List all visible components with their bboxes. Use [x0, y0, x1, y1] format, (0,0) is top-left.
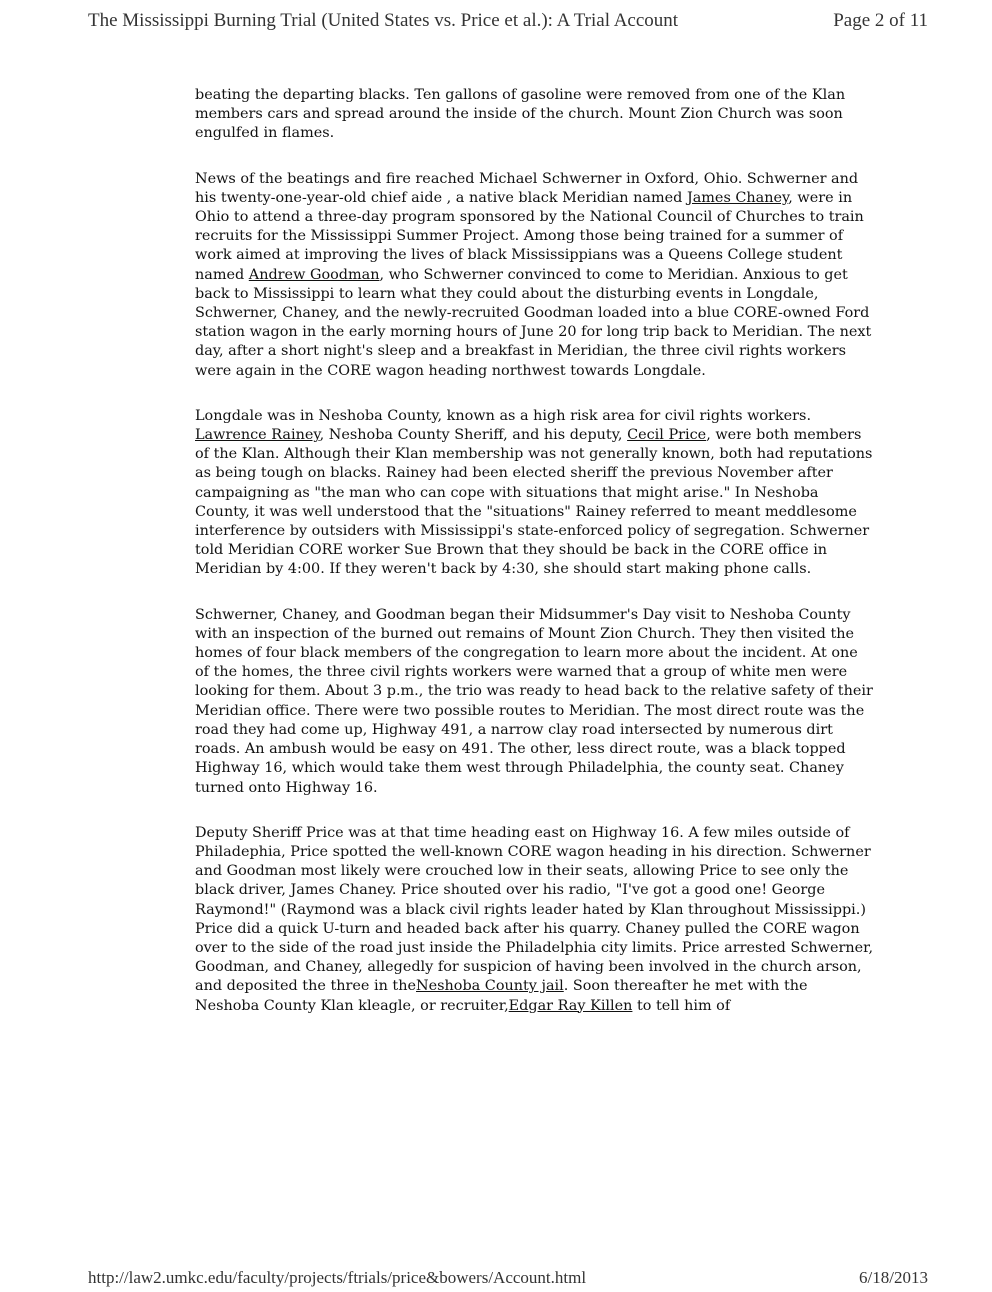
document-title: The Mississippi Burning Trial (United States vs. Price et al.): A Trial Account [88, 10, 679, 31]
link-edgar-ray-killen[interactable]: Edgar Ray Killen [508, 997, 633, 1014]
paragraph-2 [195, 170, 875, 381]
link-cecil-price[interactable]: Cecil Price [627, 427, 707, 444]
paragraph-text: to tell him of [632, 997, 731, 1014]
paragraph-text: beating the departing blacks. Ten gallons of gasoline were removed from one of the Klan members cars and spread around the inside of the church. Mount Zion Church was soon engulfed in flames. [195, 87, 846, 142]
link-neshoba-county-jail[interactable]: Neshoba County jail [416, 978, 564, 995]
paragraph-text: , were both members of the Klan. Although their Klan membership was not generally known, both had reputations as being tough on blacks. Rainey had been elected sheriff the previous November after campaigning as "the man who can cope with situations that might arise." In Neshoba County, it was well understood that the "situations" Rainey referred to meant meddlesome interference by outsiders with Mississippi's state-enforced policy of segregation. Schwerner told Meridian CORE worker Sue Brown that they should be back in the CORE office in Meridian by 4:00. If they weren't back by 4:30, she should start making phone calls. [195, 427, 873, 578]
paragraph-text: News of the beatings and fire reached Michael Schwerner in Oxford, Ohio. Schwerner and his twenty-one-year-old chief aide , a native black Meridian named [195, 170, 859, 206]
print-date: 6/18/2013 [859, 1268, 928, 1287]
paragraph-text: Schwerner, Chaney, and Goodman began their Midsummer's Day visit to Neshoba County with an inspection of the burned out remains of Mount Zion Church. They then visited the homes of four black members of the congregation to learn more about the incident. At one of the homes, the three civil rights workers were warned that a group of white men were looking for them. About 3 p.m., the trio was ready to head back to the relative safety of their Meridian office. There were two possible routes to Meridian. The most direct route was the road they had come up, Highway 491, a narrow clay road intersected by numerous dirt roads. An ambush would be easy on 491. The other, less direct route, was a black topped Highway 16, which would take them west through Philadelphia, the county seat. Chaney turned onto Highway 16. [195, 606, 873, 796]
paragraph-text: , who Schwerner convinced to come to Meridian. Anxious to get back to Mississippi to learn what they could about the disturbing events in Longdale, Schwerner, Chaney, and the newly-recruited Goodman loaded into a blue CORE-owned Ford station wagon in the early morning hours of June 20 for long trip back to Meridian. The next day, after a short night's sleep and a breakfast in Meridian, the three civil rights workers were again in the CORE wagon heading northwest towards Longdale. [195, 266, 872, 379]
paragraph-text: Deputy Sheriff Price was at that time heading east on Highway 16. A few miles outside of Philadephia, Price spotted the well-known CORE wagon heading in his direction. Schwerner and Goodman most likely were crouched low in their seats, allowing Price to see only the black driver, James Chaney. Price shouted over his radio, "I've got a good one! George Raymond!" (Raymond was a black civil rights leader hated by Klan throughout Mississippi.) Price did a quick U-turn and headed back after his quarry. Chaney pulled the CORE wagon over to the side of the road just inside the Philadelphia city limits. Price arrested Schwerner, Goodman, and Chaney, allegedly for suspicion of having been involved in the church arson, and deposited the three in the [195, 824, 874, 995]
paragraph-5 [195, 824, 875, 1016]
paragraph-4 [195, 606, 875, 798]
paragraph-3 [195, 407, 875, 580]
source-url: http://law2.umkc.edu/faculty/projects/ftrials/price&bowers/Account.html [88, 1268, 587, 1287]
page-number: Page 2 of 11 [833, 10, 928, 31]
paragraph-1 [195, 86, 875, 144]
page-footer [88, 1268, 928, 1290]
link-andrew-goodman[interactable]: Andrew Goodman [248, 266, 380, 283]
paragraph-text: . Soon thereafter he met with the Neshoba County Klan kleagle, or recruiter, [195, 978, 808, 1014]
article-body [195, 86, 875, 1042]
page-header [88, 10, 928, 40]
paragraph-text: Longdale was in Neshoba County, known as a high risk area for civil rights workers. [195, 407, 812, 424]
paragraph-text: , Neshoba County Sheriff, and his deputy, [319, 427, 628, 444]
link-lawrence-rainey[interactable]: Lawrence Rainey [195, 427, 320, 444]
paragraph-text: , were in Ohio to attend a three-day program sponsored by the National Council of Churches to train recruits for the Mississippi Summer Project. Among those being trained for a summer of work aimed at improving the lives of black Mississippians was a Queens College student named [195, 189, 864, 283]
link-james-chaney[interactable]: James Chaney [686, 189, 789, 206]
